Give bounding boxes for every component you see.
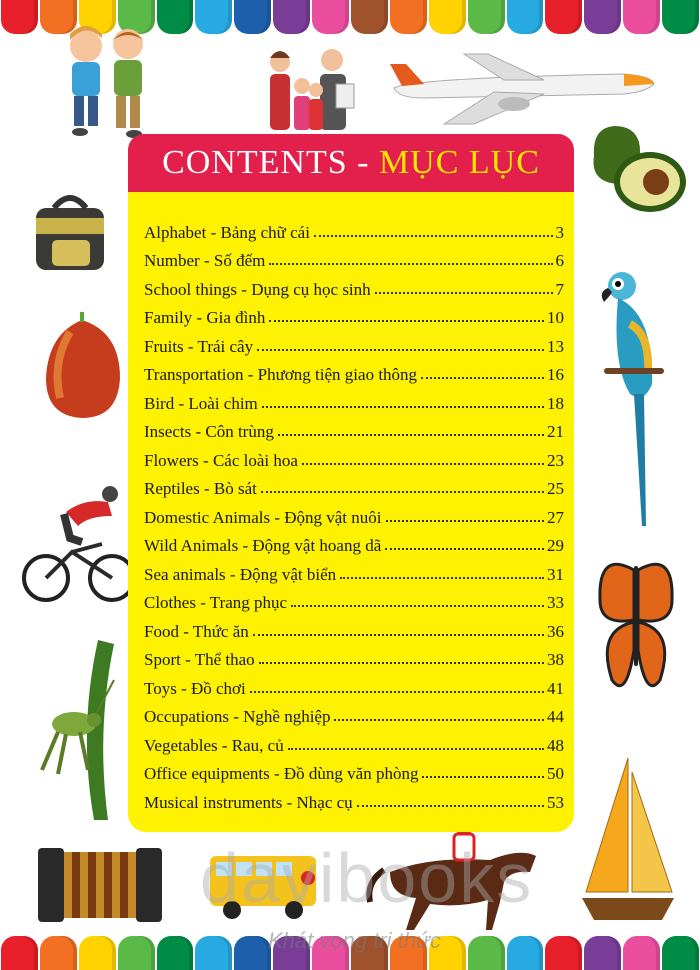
contents-entry[interactable] <box>144 613 564 642</box>
entry-label: Sport - Thể thao <box>144 650 255 669</box>
dot-leader <box>334 719 544 721</box>
entry-page-number: 6 <box>555 251 564 270</box>
crayon <box>390 0 427 34</box>
entry-page-number: 25 <box>547 479 564 498</box>
dot-leader <box>262 406 544 408</box>
entry-label: Family - Gia đình <box>144 308 266 327</box>
contents-entry[interactable] <box>144 414 564 443</box>
entry-label: Musical instruments - Nhạc cụ <box>144 792 353 812</box>
contents-entry[interactable] <box>144 670 564 699</box>
entry-label: Food - Thức ăn <box>144 621 249 641</box>
contents-entry[interactable] <box>144 499 564 528</box>
boys-illustration <box>58 16 154 142</box>
dot-leader <box>421 377 544 379</box>
title-vietnamese: MỤC LỤC <box>378 144 540 181</box>
contents-entry[interactable] <box>144 528 564 557</box>
contents-entry[interactable] <box>144 642 564 671</box>
dot-leader <box>288 748 544 750</box>
entry-page-number: 21 <box>547 422 564 441</box>
entry-page-number: 23 <box>547 450 564 470</box>
entry-label: Occupations - Nghề nghiệp <box>144 707 331 726</box>
dot-leader <box>253 634 544 636</box>
crayon <box>157 936 194 970</box>
contents-entry[interactable] <box>144 585 564 614</box>
dot-leader <box>269 320 544 322</box>
contents-entry[interactable] <box>144 300 564 329</box>
contents-entry[interactable] <box>144 727 564 756</box>
crayon <box>545 936 582 970</box>
entry-label: Sea animals - Động vật biển <box>144 564 337 584</box>
title-english: CONTENTS <box>162 144 348 181</box>
entry-page-number: 36 <box>547 621 564 641</box>
table-of-contents <box>144 214 564 813</box>
entry-page-number: 44 <box>547 707 564 726</box>
entry-page-number: 50 <box>547 764 564 783</box>
contents-entry[interactable] <box>144 756 564 785</box>
entry-page-number: 31 <box>547 564 564 584</box>
entry-label: Toys - Đồ chơi <box>144 678 246 698</box>
entry-page-number: 10 <box>547 308 564 327</box>
grasshopper-illustration <box>18 640 118 820</box>
dot-leader <box>257 349 544 351</box>
dot-leader <box>375 292 553 294</box>
airplane-illustration <box>384 48 660 128</box>
crayon <box>40 936 77 970</box>
mango-illustration <box>40 312 126 424</box>
dot-leader <box>340 577 544 579</box>
entry-label: Domestic Animals - Động vật nuôi <box>144 507 382 527</box>
crayon <box>273 0 310 34</box>
title-separator: - <box>347 144 379 181</box>
entry-label: Alphabet - Bảng chữ cái <box>144 222 310 242</box>
crayon <box>234 0 271 34</box>
contents-entry[interactable] <box>144 699 564 728</box>
contents-entry[interactable] <box>144 243 564 272</box>
entry-page-number: 53 <box>547 792 564 812</box>
crayon <box>429 0 466 34</box>
crayon <box>468 936 505 970</box>
crayon <box>1 936 38 970</box>
entry-label: Number - Số đếm <box>144 251 266 270</box>
contents-entry[interactable] <box>144 214 564 243</box>
dot-leader <box>250 691 544 693</box>
entry-label: Fruits - Trái cây <box>144 336 254 356</box>
dot-leader <box>278 434 544 436</box>
entry-label: Vegetables - Rau, củ <box>144 735 284 755</box>
dot-leader <box>386 520 544 522</box>
crayon <box>157 0 194 34</box>
crayon <box>623 936 660 970</box>
crayon <box>662 936 699 970</box>
dot-leader <box>357 805 544 807</box>
contents-entry[interactable] <box>144 556 564 585</box>
contents-entry[interactable] <box>144 271 564 300</box>
crayon <box>584 0 621 34</box>
crayon <box>468 0 505 34</box>
dot-leader <box>259 662 544 664</box>
contents-title-bar <box>128 134 574 192</box>
parrot-illustration <box>594 264 668 528</box>
entry-label: Insects - Côn trùng <box>144 422 274 441</box>
dot-leader <box>261 491 544 493</box>
entry-page-number: 27 <box>547 507 564 527</box>
crayon <box>234 936 271 970</box>
crayon <box>79 936 116 970</box>
contents-entry[interactable] <box>144 385 564 414</box>
dot-leader <box>385 548 544 550</box>
contents-entry[interactable] <box>144 328 564 357</box>
entry-page-number: 7 <box>555 279 564 299</box>
dot-leader <box>291 605 544 607</box>
entry-page-number: 16 <box>547 365 564 384</box>
entry-label: Office equipments - Đồ dùng văn phòng <box>144 764 419 783</box>
family-illustration <box>262 44 358 134</box>
contents-entry[interactable] <box>144 471 564 500</box>
entry-page-number: 18 <box>547 393 564 413</box>
contents-entry[interactable] <box>144 784 564 813</box>
crayon <box>118 936 155 970</box>
accordion-illustration <box>34 838 166 930</box>
entry-page-number: 29 <box>547 536 564 555</box>
dot-leader <box>269 263 552 265</box>
entry-page-number: 3 <box>555 222 564 242</box>
crayon <box>507 936 544 970</box>
entry-page-number: 48 <box>547 735 564 755</box>
crayon <box>507 0 544 34</box>
crayon <box>1 0 38 34</box>
butterfly-illustration <box>594 550 678 706</box>
sailboat-illustration <box>576 752 680 928</box>
crayon <box>662 0 699 34</box>
dot-leader <box>314 235 553 237</box>
backpack-illustration <box>30 190 114 276</box>
avocado-illustration <box>584 122 690 218</box>
contents-entry[interactable] <box>144 442 564 471</box>
entry-label: Bird - Loài chim <box>144 393 258 413</box>
entry-page-number: 33 <box>547 593 564 612</box>
dot-leader <box>422 776 544 778</box>
crayon <box>351 0 388 34</box>
entry-label: Wild Animals - Động vật hoang dã <box>144 536 382 555</box>
entry-page-number: 13 <box>547 336 564 356</box>
crayon <box>584 936 621 970</box>
dot-leader <box>302 463 544 465</box>
entry-label: School things - Dụng cụ học sinh <box>144 279 371 299</box>
crayon <box>195 936 232 970</box>
contents-entry[interactable] <box>144 357 564 386</box>
watermark-text: davibooks <box>200 839 534 917</box>
watermark-slogan: Khát vọng tri thức <box>268 928 441 953</box>
entry-label: Reptiles - Bò sát <box>144 479 257 498</box>
crayon <box>545 0 582 34</box>
crayon <box>623 0 660 34</box>
crayon <box>312 0 349 34</box>
entry-label: Flowers - Các loài hoa <box>144 450 298 470</box>
entry-label: Clothes - Trang phục <box>144 593 288 612</box>
crayon <box>195 0 232 34</box>
cyclist-illustration <box>22 482 138 612</box>
entry-page-number: 38 <box>547 650 564 669</box>
entry-page-number: 41 <box>547 678 564 698</box>
entry-label: Transportation - Phương tiện giao thông <box>144 365 418 384</box>
